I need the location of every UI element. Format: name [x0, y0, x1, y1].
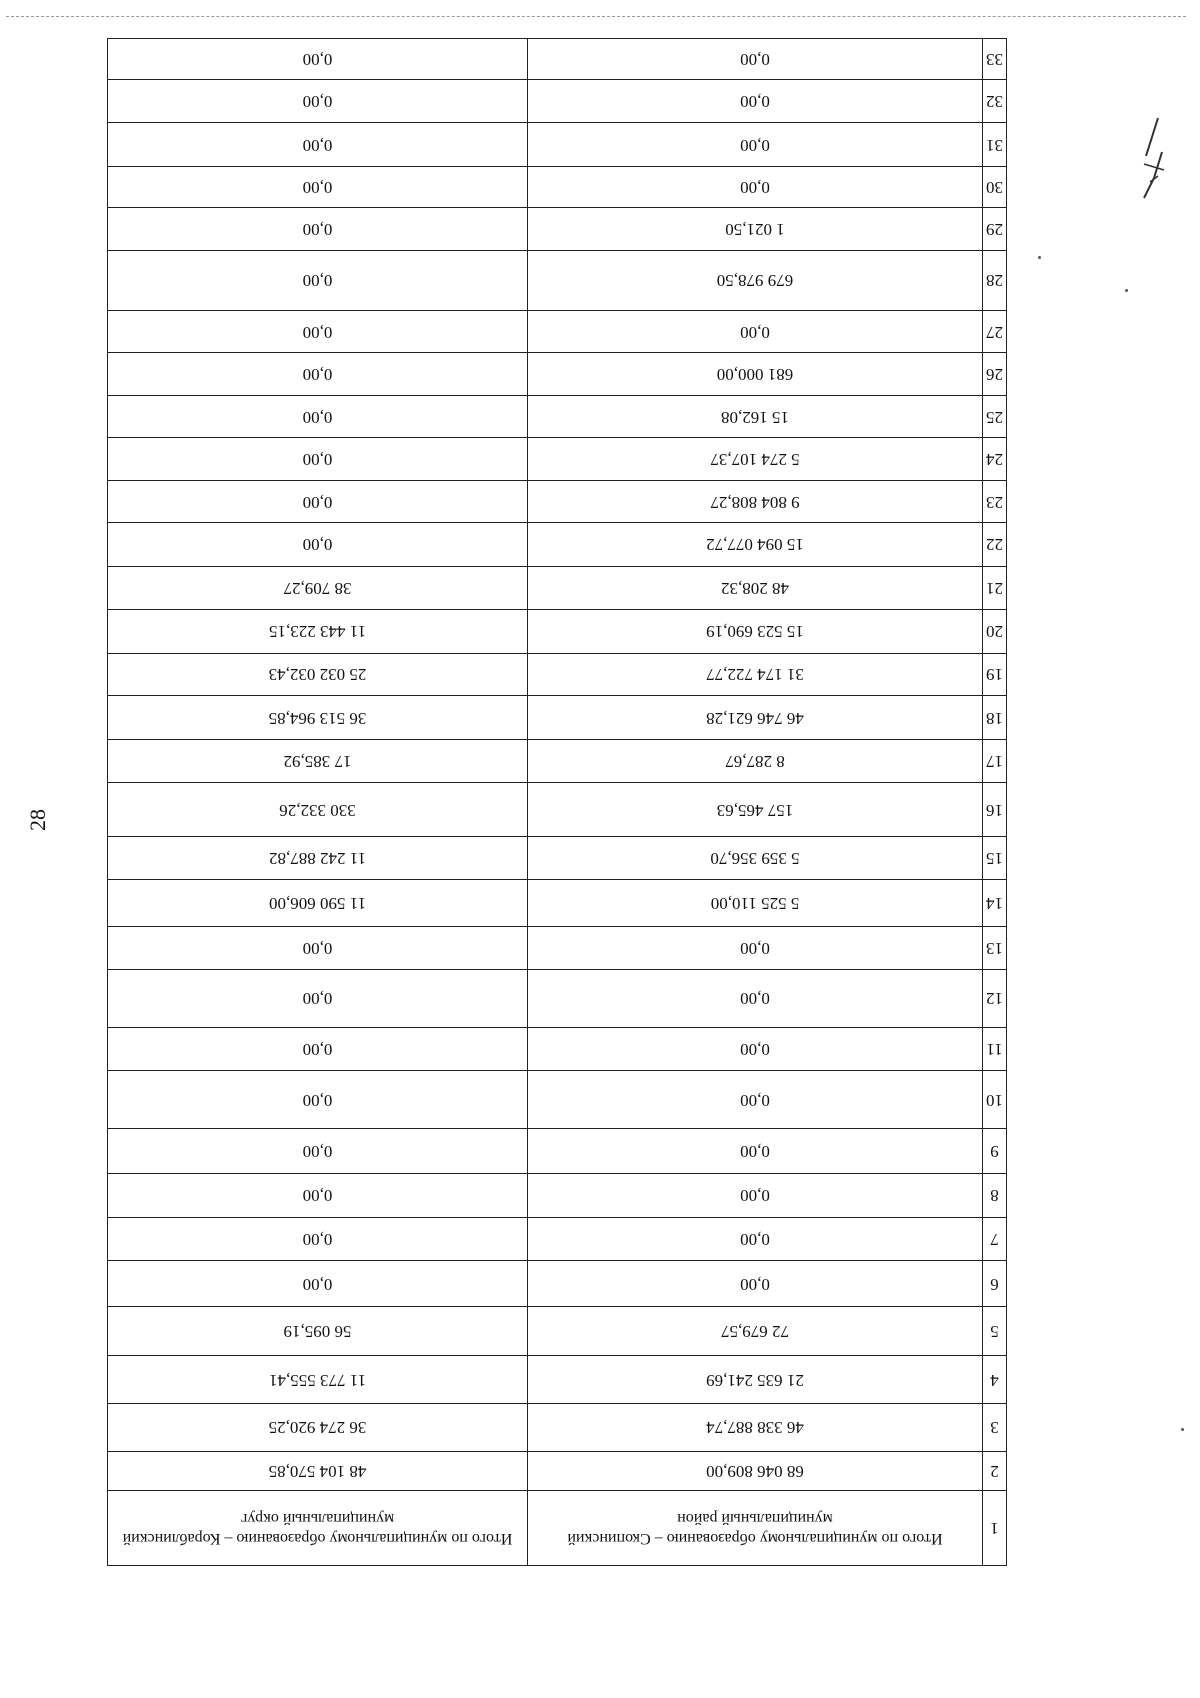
korablinsky-value-cell: 36 274 920,25 — [108, 1404, 528, 1451]
row-index-cell: 9 — [983, 1129, 1007, 1173]
korablinsky-value-cell: 0,00 — [108, 926, 528, 969]
row-index-cell: 14 — [983, 880, 1007, 926]
table-row — [108, 481, 1007, 523]
table-row — [108, 39, 1007, 80]
row-index-cell: 22 — [983, 523, 1007, 566]
row-index-cell: 30 — [983, 166, 1007, 207]
korablinsky-value-cell: 11 590 606,00 — [108, 880, 528, 926]
skopinsky-value-cell: 0,00 — [528, 1260, 983, 1306]
korablinsky-value-cell: 0,00 — [108, 80, 528, 123]
row-index-cell: 12 — [983, 969, 1007, 1027]
row-index-cell: 7 — [983, 1217, 1007, 1260]
korablinsky-value-cell: 11 242 887,82 — [108, 837, 528, 880]
korablinsky-value-cell: 0,00 — [108, 353, 528, 396]
row-index-cell: 32 — [983, 80, 1007, 123]
korablinsky-value-cell: 0,00 — [108, 1173, 528, 1217]
korablinsky-value-cell: 0,00 — [108, 523, 528, 566]
table-row — [108, 566, 1007, 609]
table-header-row — [108, 1490, 1007, 1565]
column-header-korablinsky: Итого по муниципальному образованию – Кораблинский муниципальный округ — [108, 1490, 528, 1565]
table-row — [108, 1028, 1007, 1071]
table-row — [108, 207, 1007, 250]
table-row — [108, 1260, 1007, 1306]
table-row — [108, 1129, 1007, 1173]
skopinsky-value-cell: 46 746 621,28 — [528, 695, 983, 739]
skopinsky-value-cell: 0,00 — [528, 1129, 983, 1173]
korablinsky-value-cell: 0,00 — [108, 1028, 528, 1071]
table-row — [108, 396, 1007, 438]
korablinsky-value-cell: 0,00 — [108, 1217, 528, 1260]
page-number: 28 — [25, 809, 50, 831]
row-index-cell: 23 — [983, 481, 1007, 523]
row-index-cell: 5 — [983, 1307, 1007, 1356]
data-table — [107, 38, 1007, 1566]
column-index-header: 1 — [983, 1490, 1007, 1565]
table-body — [108, 39, 1007, 1566]
korablinsky-value-cell: 11 773 555,41 — [108, 1355, 528, 1404]
table-row — [108, 609, 1007, 653]
korablinsky-value-cell: 0,00 — [108, 123, 528, 166]
table-row — [108, 783, 1007, 837]
row-index-cell: 17 — [983, 740, 1007, 783]
row-index-cell: 29 — [983, 207, 1007, 250]
skopinsky-value-cell: 15 094 077,72 — [528, 523, 983, 566]
scan-top-rule — [6, 16, 1186, 17]
skopinsky-value-cell: 0,00 — [528, 166, 983, 207]
korablinsky-value-cell: 330 332,26 — [108, 783, 528, 837]
row-index-cell: 10 — [983, 1071, 1007, 1129]
scan-speck — [1038, 256, 1041, 259]
table-row — [108, 1071, 1007, 1129]
table-row — [108, 740, 1007, 783]
table-row — [108, 123, 1007, 166]
row-index-cell: 18 — [983, 695, 1007, 739]
row-index-cell: 4 — [983, 1355, 1007, 1404]
row-index-cell: 21 — [983, 566, 1007, 609]
row-index-cell: 19 — [983, 653, 1007, 695]
korablinsky-value-cell: 0,00 — [108, 1260, 528, 1306]
row-index-cell: 8 — [983, 1173, 1007, 1217]
table-row — [108, 353, 1007, 396]
korablinsky-value-cell: 0,00 — [108, 39, 528, 80]
table-row — [108, 1173, 1007, 1217]
skopinsky-value-cell: 48 208,32 — [528, 566, 983, 609]
row-index-cell: 2 — [983, 1451, 1007, 1490]
table-row — [108, 1355, 1007, 1404]
skopinsky-value-cell: 0,00 — [528, 926, 983, 969]
skopinsky-value-cell: 0,00 — [528, 1217, 983, 1260]
table-row — [108, 80, 1007, 123]
korablinsky-value-cell: 0,00 — [108, 207, 528, 250]
table-row — [108, 837, 1007, 880]
korablinsky-value-cell: 0,00 — [108, 1071, 528, 1129]
row-index-cell: 33 — [983, 39, 1007, 80]
skopinsky-value-cell: 21 635 241,69 — [528, 1355, 983, 1404]
skopinsky-value-cell: 8 287,67 — [528, 740, 983, 783]
skopinsky-value-cell: 0,00 — [528, 123, 983, 166]
table-row — [108, 250, 1007, 310]
skopinsky-value-cell: 68 046 809,00 — [528, 1451, 983, 1490]
row-index-cell: 31 — [983, 123, 1007, 166]
table-row — [108, 523, 1007, 566]
row-index-cell: 16 — [983, 783, 1007, 837]
table-row — [108, 1451, 1007, 1490]
skopinsky-value-cell: 0,00 — [528, 80, 983, 123]
row-index-cell: 15 — [983, 837, 1007, 880]
skopinsky-value-cell: 15 523 690,19 — [528, 609, 983, 653]
handwritten-mark-icon — [1118, 112, 1188, 202]
skopinsky-value-cell: 15 162,08 — [528, 396, 983, 438]
skopinsky-value-cell: 157 465,63 — [528, 783, 983, 837]
scan-speck — [1181, 1428, 1184, 1431]
row-index-cell: 27 — [983, 311, 1007, 353]
skopinsky-value-cell: 31 174 722,77 — [528, 653, 983, 695]
korablinsky-value-cell: 0,00 — [108, 438, 528, 481]
korablinsky-value-cell: 0,00 — [108, 1129, 528, 1173]
korablinsky-value-cell: 56 095,19 — [108, 1307, 528, 1356]
table-row — [108, 653, 1007, 695]
table-row — [108, 926, 1007, 969]
row-index-cell: 3 — [983, 1404, 1007, 1451]
skopinsky-value-cell: 46 338 887,74 — [528, 1404, 983, 1451]
row-index-cell: 6 — [983, 1260, 1007, 1306]
row-index-cell: 25 — [983, 396, 1007, 438]
skopinsky-value-cell: 0,00 — [528, 311, 983, 353]
table-row — [108, 438, 1007, 481]
table-row — [108, 311, 1007, 353]
skopinsky-value-cell: 0,00 — [528, 969, 983, 1027]
korablinsky-value-cell: 0,00 — [108, 311, 528, 353]
skopinsky-value-cell: 0,00 — [528, 1173, 983, 1217]
row-index-cell: 11 — [983, 1028, 1007, 1071]
skopinsky-value-cell: 9 804 808,27 — [528, 481, 983, 523]
korablinsky-value-cell: 17 385,92 — [108, 740, 528, 783]
table-row — [108, 1404, 1007, 1451]
table-row — [108, 166, 1007, 207]
row-index-cell: 26 — [983, 353, 1007, 396]
skopinsky-value-cell: 1 021,50 — [528, 207, 983, 250]
table-row — [108, 1217, 1007, 1260]
row-index-cell: 13 — [983, 926, 1007, 969]
korablinsky-value-cell: 0,00 — [108, 969, 528, 1027]
skopinsky-value-cell: 5 525 110,00 — [528, 880, 983, 926]
korablinsky-value-cell: 11 443 223,15 — [108, 609, 528, 653]
row-index-cell: 24 — [983, 438, 1007, 481]
table-row — [108, 969, 1007, 1027]
korablinsky-value-cell: 0,00 — [108, 396, 528, 438]
table-row — [108, 880, 1007, 926]
korablinsky-value-cell: 48 104 570,85 — [108, 1451, 528, 1490]
skopinsky-value-cell: 5 274 107,37 — [528, 438, 983, 481]
korablinsky-value-cell: 0,00 — [108, 481, 528, 523]
skopinsky-value-cell: 5 359 356,70 — [528, 837, 983, 880]
skopinsky-value-cell: 0,00 — [528, 1071, 983, 1129]
table-row — [108, 695, 1007, 739]
korablinsky-value-cell: 36 513 964,85 — [108, 695, 528, 739]
column-header-skopinsky: Итого по муниципальному образованию – Скопинский муниципальный район — [528, 1490, 983, 1565]
row-index-cell: 20 — [983, 609, 1007, 653]
skopinsky-value-cell: 679 978,50 — [528, 250, 983, 310]
korablinsky-value-cell: 38 709,27 — [108, 566, 528, 609]
skopinsky-value-cell: 72 679,57 — [528, 1307, 983, 1356]
skopinsky-value-cell: 0,00 — [528, 39, 983, 80]
skopinsky-value-cell: 0,00 — [528, 1028, 983, 1071]
korablinsky-value-cell: 0,00 — [108, 166, 528, 207]
table-row — [108, 1307, 1007, 1356]
korablinsky-value-cell: 25 032 032,43 — [108, 653, 528, 695]
korablinsky-value-cell: 0,00 — [108, 250, 528, 310]
scan-speck — [1125, 289, 1128, 292]
row-index-cell: 28 — [983, 250, 1007, 310]
skopinsky-value-cell: 681 000,00 — [528, 353, 983, 396]
